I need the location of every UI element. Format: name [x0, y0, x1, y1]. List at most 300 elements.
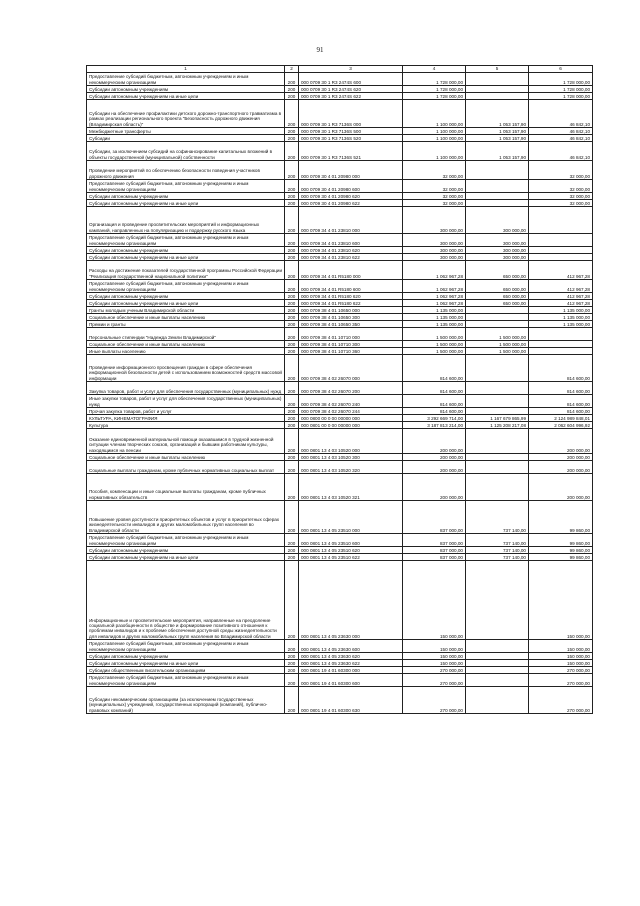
table-row [87, 341, 593, 348]
budget-code-cell: 000 0709 38 4 01 10710 000 [299, 328, 403, 341]
federal-amount-cell: 1 125 208 217,08 [466, 422, 529, 429]
table-row [87, 314, 593, 321]
federal-amount-cell: 300 000,00 [466, 254, 529, 261]
table-row [87, 534, 593, 547]
federal-amount-cell: 1 500 000,00 [466, 328, 529, 341]
table-row [87, 408, 593, 415]
ved-code-cell: 200 [285, 161, 299, 180]
approved-amount-cell: 300 000,00 [403, 207, 466, 234]
ved-code-cell: 200 [285, 234, 299, 247]
approved-amount-cell: 1 135 000,00 [403, 307, 466, 314]
federal-amount-cell [466, 321, 529, 328]
federal-amount-cell: 300 000,00 [466, 207, 529, 234]
ved-code-cell: 200 [285, 547, 299, 554]
row-name-cell: Субсидии общественным писательским организациям [87, 667, 285, 674]
budget-code-cell: 000 0709 34 4 01 23810 622 [299, 254, 403, 261]
approved-amount-cell: 270 000,00 [403, 674, 466, 687]
regional-amount-cell: 814 600,00 [529, 382, 593, 395]
header-row [87, 66, 593, 73]
budget-code-cell: 000 0709 30 4 01 20980 000 [299, 161, 403, 180]
budget-code-cell: 000 0801 13 4 05 23510 620 [299, 547, 403, 554]
regional-amount-cell: 150 000,00 [529, 640, 593, 653]
federal-amount-cell [466, 561, 529, 640]
row-name-cell: Предоставление субсидий бюджетным, автономным учреждениям и иным некоммерческим организациям [87, 280, 285, 293]
table-row [87, 307, 593, 314]
approved-amount-cell: 1 135 000,00 [403, 314, 466, 321]
table-row [87, 640, 593, 653]
row-name-cell: Субсидии автономным учреждениям [87, 547, 285, 554]
approved-amount-cell: 270 000,00 [403, 687, 466, 714]
table-row [87, 660, 593, 667]
row-name-cell: Субсидии автономным учреждениям на иные цели [87, 93, 285, 100]
table-row [87, 561, 593, 640]
budget-code-cell: 000 0709 30 4 01 20980 622 [299, 200, 403, 207]
federal-amount-cell: 1 500 000,00 [466, 341, 529, 348]
regional-amount-cell: 32 000,00 [529, 200, 593, 207]
approved-amount-cell: 837 000,00 [403, 534, 466, 547]
approved-amount-cell: 837 000,00 [403, 554, 466, 561]
table-row [87, 429, 593, 454]
column-header: 4 [403, 66, 466, 73]
table-row [87, 474, 593, 501]
regional-amount-cell: 270 000,00 [529, 674, 593, 687]
federal-amount-cell [466, 161, 529, 180]
ved-code-cell: 200 [285, 501, 299, 534]
row-name-cell: Субсидии автономным учреждениям [87, 247, 285, 254]
row-name-cell: Предоставление субсидий бюджетным, автономным учреждениям и иным некоммерческим организациям [87, 640, 285, 653]
approved-amount-cell: 1 062 967,28 [403, 280, 466, 293]
ved-code-cell: 200 [285, 348, 299, 355]
approved-amount-cell: 270 000,00 [403, 667, 466, 674]
table-row [87, 73, 593, 86]
federal-amount-cell [466, 674, 529, 687]
federal-amount-cell: 1 053 157,90 [466, 100, 529, 128]
approved-amount-cell: 1 062 967,28 [403, 293, 466, 300]
regional-amount-cell: 32 000,00 [529, 193, 593, 200]
table-row [87, 395, 593, 408]
row-name-cell: Проведение мероприятий по обеспечению безопасности поведения участников дорожного движения [87, 161, 285, 180]
ved-code-cell: 200 [285, 207, 299, 234]
budget-code-cell: 000 0801 13 4 03 10520 300 [299, 454, 403, 461]
budget-code-cell: 000 0709 30 1 R3 2474S 622 [299, 93, 403, 100]
row-name-cell: Расходы на достижение показателей государственной программы Российской Федерации "Реализация государственной национальной политики" [87, 261, 285, 280]
approved-amount-cell: 814 600,00 [403, 382, 466, 395]
budget-code-cell: 000 0801 13 4 05 23510 000 [299, 501, 403, 534]
ved-code-cell: 200 [285, 247, 299, 254]
budget-table [86, 65, 593, 714]
table-row [87, 200, 593, 207]
regional-amount-cell: 412 967,28 [529, 300, 593, 307]
regional-amount-cell [529, 207, 593, 234]
budget-code-cell: 000 0709 30 1 R3 7136S 000 [299, 100, 403, 128]
regional-amount-cell: 2 062 604 996,92 [529, 422, 593, 429]
budget-code-cell: 000 0801 13 4 05 23630 000 [299, 561, 403, 640]
approved-amount-cell: 300 000,00 [403, 234, 466, 247]
federal-amount-cell: 737 140,00 [466, 501, 529, 534]
federal-amount-cell: 737 140,00 [466, 554, 529, 561]
table-row [87, 86, 593, 93]
row-name-cell: Организация и проведение просветительских мероприятий и информационных кампаний, направленных на популяризацию и поддержку русского языка [87, 207, 285, 234]
ved-code-cell: 200 [285, 293, 299, 300]
row-name-cell: Социальное обеспечение и иные выплаты населению [87, 341, 285, 348]
budget-code-cell: 000 0801 00 0 00 00000 000 [299, 422, 403, 429]
column-header: 5 [466, 66, 529, 73]
regional-amount-cell: 200 000,00 [529, 429, 593, 454]
table-row [87, 254, 593, 261]
ved-code-cell: 200 [285, 660, 299, 667]
ved-code-cell: 200 [285, 328, 299, 341]
table-row [87, 461, 593, 474]
table-row [87, 247, 593, 254]
row-name-cell: Субсидии [87, 135, 285, 142]
row-name-cell: КУЛЬТУРА, КИНЕМАТОГРАФИЯ [87, 415, 285, 422]
federal-amount-cell [466, 660, 529, 667]
budget-code-cell: 000 0709 38 4 01 10650 300 [299, 314, 403, 321]
regional-amount-cell: 99 860,00 [529, 554, 593, 561]
row-name-cell: Субсидии на обеспечение профилактики детского дорожно-транспортного травматизма в рамках реализации регионального проекта "Безопасность дорожного движения (Владимирская область)" [87, 100, 285, 128]
budget-code-cell: 000 0709 30 1 R3 7136S 500 [299, 128, 403, 135]
approved-amount-cell: 150 000,00 [403, 653, 466, 660]
regional-amount-cell: 814 600,00 [529, 408, 593, 415]
approved-amount-cell: 1 100 000,00 [403, 135, 466, 142]
column-header: 3 [299, 66, 403, 73]
row-name-cell: Межбюджетные трансферты [87, 128, 285, 135]
regional-amount-cell: 270 000,00 [529, 687, 593, 714]
table-row [87, 422, 593, 429]
budget-code-cell: 000 0709 38 4 02 26070 000 [299, 355, 403, 382]
approved-amount-cell: 3 292 669 714,00 [403, 415, 466, 422]
approved-amount-cell: 1 500 000,00 [403, 341, 466, 348]
budget-code-cell: 000 0801 13 4 05 23630 622 [299, 660, 403, 667]
budget-code-cell: 000 0709 34 4 01 23810 000 [299, 207, 403, 234]
regional-amount-cell: 270 000,00 [529, 667, 593, 674]
row-name-cell: Иные закупки товаров, работ и услуг для обеспечения государственных (муниципальных) нужд [87, 395, 285, 408]
approved-amount-cell: 1 135 000,00 [403, 321, 466, 328]
row-name-cell: Субсидии автономным учреждениям на иные цели [87, 660, 285, 667]
approved-amount-cell: 1 500 000,00 [403, 328, 466, 341]
ved-code-cell: 200 [285, 341, 299, 348]
approved-amount-cell: 1 100 000,00 [403, 128, 466, 135]
regional-amount-cell [529, 341, 593, 348]
ved-code-cell: 200 [285, 261, 299, 280]
row-name-cell: Субсидии автономным учреждениям на иные цели [87, 200, 285, 207]
budget-code-cell: 000 0709 34 4 01 R5180 600 [299, 280, 403, 293]
federal-amount-cell [466, 653, 529, 660]
federal-amount-cell: 300 000,00 [466, 247, 529, 254]
federal-amount-cell [466, 307, 529, 314]
regional-amount-cell [529, 254, 593, 261]
ved-code-cell: 200 [285, 554, 299, 561]
federal-amount-cell [466, 454, 529, 461]
table-row [87, 100, 593, 128]
federal-amount-cell: 650 000,00 [466, 293, 529, 300]
ved-code-cell: 200 [285, 142, 299, 161]
budget-code-cell: 000 0709 30 1 R3 7136S 520 [299, 135, 403, 142]
budget-code-cell: 000 0801 13 4 05 23510 622 [299, 554, 403, 561]
federal-amount-cell: 1 500 000,00 [466, 348, 529, 355]
budget-code-cell: 000 0709 38 4 01 10710 300 [299, 341, 403, 348]
row-name-cell: Предоставление субсидий бюджетным, автономным учреждениям и иным некоммерческим организациям [87, 234, 285, 247]
approved-amount-cell: 1 728 000,00 [403, 93, 466, 100]
ved-code-cell: 200 [285, 667, 299, 674]
approved-amount-cell: 1 062 967,28 [403, 300, 466, 307]
federal-amount-cell [466, 180, 529, 193]
ved-code-cell: 200 [285, 454, 299, 461]
row-name-cell: Пособия, компенсации и иные социальные выплаты гражданам, кроме публичных нормативных обязательств [87, 474, 285, 501]
ved-code-cell: 200 [285, 355, 299, 382]
table-row [87, 142, 593, 161]
approved-amount-cell: 32 000,00 [403, 200, 466, 207]
budget-code-cell: 000 0709 34 4 01 23810 620 [299, 247, 403, 254]
row-name-cell: Субсидии автономным учреждениям на иные цели [87, 254, 285, 261]
budget-code-cell: 000 0801 13 4 05 23630 620 [299, 653, 403, 660]
ved-code-cell: 200 [285, 640, 299, 653]
table-row [87, 193, 593, 200]
budget-code-cell: 000 0709 38 4 02 26070 244 [299, 408, 403, 415]
row-name-cell: Предоставление субсидий бюджетным, автономным учреждениям и иным некоммерческим организациям [87, 534, 285, 547]
federal-amount-cell [466, 314, 529, 321]
table-row [87, 135, 593, 142]
federal-amount-cell [466, 474, 529, 501]
table-row [87, 328, 593, 341]
budget-code-cell: 000 0801 13 4 05 23510 600 [299, 534, 403, 547]
ved-code-cell: 200 [285, 180, 299, 193]
row-name-cell: Информационные и просветительские мероприятия, направленные на преодоление социальной разобщенности в обществе и формирование позитивного отношения к проблемам инвалидов и к проблеме обеспечения доступной среды жизнедеятельности для инвалидов и других маломобильных групп населения во Владимирской области [87, 561, 285, 640]
approved-amount-cell: 814 600,00 [403, 395, 466, 408]
table-row [87, 300, 593, 307]
ved-code-cell: 200 [285, 653, 299, 660]
federal-amount-cell [466, 461, 529, 474]
regional-amount-cell: 150 000,00 [529, 561, 593, 640]
table-row [87, 501, 593, 534]
row-name-cell: Предоставление субсидий бюджетным, автономным учреждениям и иным некоммерческим организациям [87, 674, 285, 687]
federal-amount-cell: 650 000,00 [466, 300, 529, 307]
approved-amount-cell: 150 000,00 [403, 660, 466, 667]
row-name-cell: Персональные стипендии "Надежда Земли Владимирской" [87, 328, 285, 341]
federal-amount-cell: 1 053 157,90 [466, 135, 529, 142]
ved-code-cell: 200 [285, 422, 299, 429]
approved-amount-cell: 1 728 000,00 [403, 73, 466, 86]
regional-amount-cell: 99 860,00 [529, 547, 593, 554]
ved-code-cell: 200 [285, 193, 299, 200]
budget-code-cell: 000 0709 38 4 01 10650 350 [299, 321, 403, 328]
table-row [87, 653, 593, 660]
approved-amount-cell: 1 100 000,00 [403, 142, 466, 161]
approved-amount-cell: 32 000,00 [403, 161, 466, 180]
ved-code-cell: 200 [285, 93, 299, 100]
row-name-cell: Субсидии автономным учреждениям на иные цели [87, 300, 285, 307]
regional-amount-cell: 1 135 000,00 [529, 307, 593, 314]
budget-code-cell: 000 0709 34 4 01 R5180 620 [299, 293, 403, 300]
ved-code-cell: 200 [285, 254, 299, 261]
approved-amount-cell: 3 187 813 214,00 [403, 422, 466, 429]
federal-amount-cell [466, 395, 529, 408]
table-row [87, 128, 593, 135]
ved-code-cell: 200 [285, 135, 299, 142]
table-row [87, 234, 593, 247]
ved-code-cell: 200 [285, 395, 299, 408]
ved-code-cell: 200 [285, 307, 299, 314]
table-row [87, 261, 593, 280]
federal-amount-cell [466, 640, 529, 653]
ved-code-cell: 200 [285, 429, 299, 454]
regional-amount-cell: 32 000,00 [529, 161, 593, 180]
ved-code-cell: 200 [285, 100, 299, 128]
table-row [87, 674, 593, 687]
table-row [87, 348, 593, 355]
regional-amount-cell: 200 000,00 [529, 454, 593, 461]
ved-code-cell: 200 [285, 280, 299, 293]
approved-amount-cell: 32 000,00 [403, 193, 466, 200]
row-name-cell: Субсидии автономным учреждениям [87, 653, 285, 660]
regional-amount-cell: 46 842,10 [529, 128, 593, 135]
ved-code-cell: 200 [285, 321, 299, 328]
row-name-cell: Субсидии, за исключением субсидий на софинансирование капитальных вложений в объекты государственной (муниципальной) собственности [87, 142, 285, 161]
regional-amount-cell: 1 728 000,00 [529, 73, 593, 86]
budget-code-cell: 000 0709 30 4 01 20980 620 [299, 193, 403, 200]
budget-code-cell: 000 0801 13 4 03 10520 320 [299, 461, 403, 474]
regional-amount-cell: 412 967,28 [529, 261, 593, 280]
row-name-cell: Социальное обеспечение и иные выплаты населению [87, 454, 285, 461]
ved-code-cell: 200 [285, 382, 299, 395]
federal-amount-cell: 1 167 679 865,99 [466, 415, 529, 422]
regional-amount-cell [529, 328, 593, 341]
row-name-cell: Субсидии автономным учреждениям [87, 293, 285, 300]
row-name-cell: Субсидии автономным учреждениям [87, 193, 285, 200]
table-body [87, 66, 593, 714]
regional-amount-cell: 46 842,10 [529, 100, 593, 128]
regional-amount-cell: 99 860,00 [529, 534, 593, 547]
budget-code-cell: 000 0801 19 4 01 60300 000 [299, 667, 403, 674]
federal-amount-cell: 1 053 157,90 [466, 142, 529, 161]
row-name-cell: Гранты молодым ученым Владимирской области [87, 307, 285, 314]
approved-amount-cell: 200 000,00 [403, 429, 466, 454]
approved-amount-cell: 814 600,00 [403, 408, 466, 415]
regional-amount-cell: 1 135 000,00 [529, 314, 593, 321]
budget-code-cell: 000 0709 30 1 R3 2474S 600 [299, 73, 403, 86]
budget-code-cell: 000 0709 34 4 01 23810 600 [299, 234, 403, 247]
federal-amount-cell [466, 200, 529, 207]
table-row [87, 454, 593, 461]
budget-code-cell: 000 0709 30 1 R3 7136S 521 [299, 142, 403, 161]
budget-code-cell: 000 0709 38 4 01 10710 360 [299, 348, 403, 355]
regional-amount-cell [529, 234, 593, 247]
federal-amount-cell [466, 667, 529, 674]
row-name-cell: Социальные выплаты гражданам, кроме публичных нормативных социальных выплат [87, 461, 285, 474]
regional-amount-cell: 32 000,00 [529, 180, 593, 193]
approved-amount-cell: 200 000,00 [403, 461, 466, 474]
regional-amount-cell: 1 728 000,00 [529, 86, 593, 93]
federal-amount-cell: 737 140,00 [466, 534, 529, 547]
row-name-cell: Оказание единовременной материальной помощи оказавшимся в трудной жизненной ситуации членам творческих союзов, организаций и бывшим работникам культуры, находящимся на пенсии [87, 429, 285, 454]
federal-amount-cell [466, 73, 529, 86]
ved-code-cell: 200 [285, 461, 299, 474]
budget-code-cell: 000 0801 13 4 03 10520 000 [299, 429, 403, 454]
federal-amount-cell [466, 93, 529, 100]
ved-code-cell: 200 [285, 300, 299, 307]
federal-amount-cell [466, 355, 529, 382]
budget-code-cell: 000 0709 38 4 02 26070 200 [299, 382, 403, 395]
table-row [87, 667, 593, 674]
regional-amount-cell [529, 348, 593, 355]
federal-amount-cell [466, 193, 529, 200]
regional-amount-cell: 46 842,10 [529, 142, 593, 161]
table-row [87, 280, 593, 293]
approved-amount-cell: 150 000,00 [403, 561, 466, 640]
federal-amount-cell [466, 429, 529, 454]
approved-amount-cell: 837 000,00 [403, 547, 466, 554]
regional-amount-cell: 150 000,00 [529, 653, 593, 660]
ved-code-cell: 200 [285, 561, 299, 640]
federal-amount-cell: 650 000,00 [466, 280, 529, 293]
ved-code-cell: 200 [285, 73, 299, 86]
approved-amount-cell: 1 728 000,00 [403, 86, 466, 93]
federal-amount-cell [466, 408, 529, 415]
regional-amount-cell: 150 000,00 [529, 660, 593, 667]
ved-code-cell: 200 [285, 674, 299, 687]
regional-amount-cell: 412 967,28 [529, 293, 593, 300]
row-name-cell: Социальное обеспечение и иные выплаты населению [87, 314, 285, 321]
federal-amount-cell: 650 000,00 [466, 261, 529, 280]
budget-code-cell: 000 0709 30 1 R3 2474S 620 [299, 86, 403, 93]
regional-amount-cell: 814 600,00 [529, 355, 593, 382]
table-row [87, 687, 593, 714]
table-row [87, 293, 593, 300]
row-name-cell: Предоставление субсидий бюджетным, автономным учреждениям и иным некоммерческим организациям [87, 180, 285, 193]
approved-amount-cell: 200 000,00 [403, 454, 466, 461]
ved-code-cell: 200 [285, 687, 299, 714]
row-name-cell: Повышение уровня доступности приоритетных объектов и услуг в приоритетных сферах жизнедеятельности инвалидов и других маломобильных групп населения во Владимирской области [87, 501, 285, 534]
ved-code-cell: 200 [285, 534, 299, 547]
approved-amount-cell: 300 000,00 [403, 247, 466, 254]
federal-amount-cell: 300 000,00 [466, 234, 529, 247]
regional-amount-cell: 1 728 000,00 [529, 93, 593, 100]
ved-code-cell: 200 [285, 314, 299, 321]
regional-amount-cell: 2 124 989 848,01 [529, 415, 593, 422]
table-row [87, 547, 593, 554]
federal-amount-cell [466, 86, 529, 93]
budget-code-cell: 000 0801 13 4 03 10520 321 [299, 474, 403, 501]
regional-amount-cell: 200 000,00 [529, 474, 593, 501]
approved-amount-cell: 32 000,00 [403, 180, 466, 193]
ved-code-cell: 200 [285, 415, 299, 422]
approved-amount-cell: 150 000,00 [403, 640, 466, 653]
federal-amount-cell [466, 687, 529, 714]
regional-amount-cell: 814 600,00 [529, 395, 593, 408]
budget-code-cell: 000 0801 13 4 05 23630 600 [299, 640, 403, 653]
regional-amount-cell: 99 860,00 [529, 501, 593, 534]
table-row [87, 415, 593, 422]
budget-code-cell: 000 0709 38 4 01 10650 000 [299, 307, 403, 314]
regional-amount-cell [529, 247, 593, 254]
federal-amount-cell: 737 140,00 [466, 547, 529, 554]
row-name-cell: Субсидии автономным учреждениям на иные цели [87, 554, 285, 561]
row-name-cell: Предоставление субсидий бюджетным, автономным учреждениям и иным некоммерческим организациям [87, 73, 285, 86]
budget-code-cell: 000 0709 34 4 01 R5180 000 [299, 261, 403, 280]
table-row [87, 207, 593, 234]
ved-code-cell: 200 [285, 200, 299, 207]
approved-amount-cell: 837 000,00 [403, 501, 466, 534]
budget-code-cell: 000 0801 19 4 01 60300 600 [299, 674, 403, 687]
row-name-cell: Прочая закупка товаров, работ и услуг [87, 408, 285, 415]
budget-code-cell: 000 0709 38 4 02 26070 240 [299, 395, 403, 408]
budget-code-cell: 000 0801 19 4 01 60300 630 [299, 687, 403, 714]
approved-amount-cell: 814 600,00 [403, 355, 466, 382]
regional-amount-cell: 46 842,10 [529, 135, 593, 142]
page-number: 91 [316, 46, 324, 54]
budget-code-cell: 000 0709 30 4 01 20980 600 [299, 180, 403, 193]
ved-code-cell: 200 [285, 408, 299, 415]
